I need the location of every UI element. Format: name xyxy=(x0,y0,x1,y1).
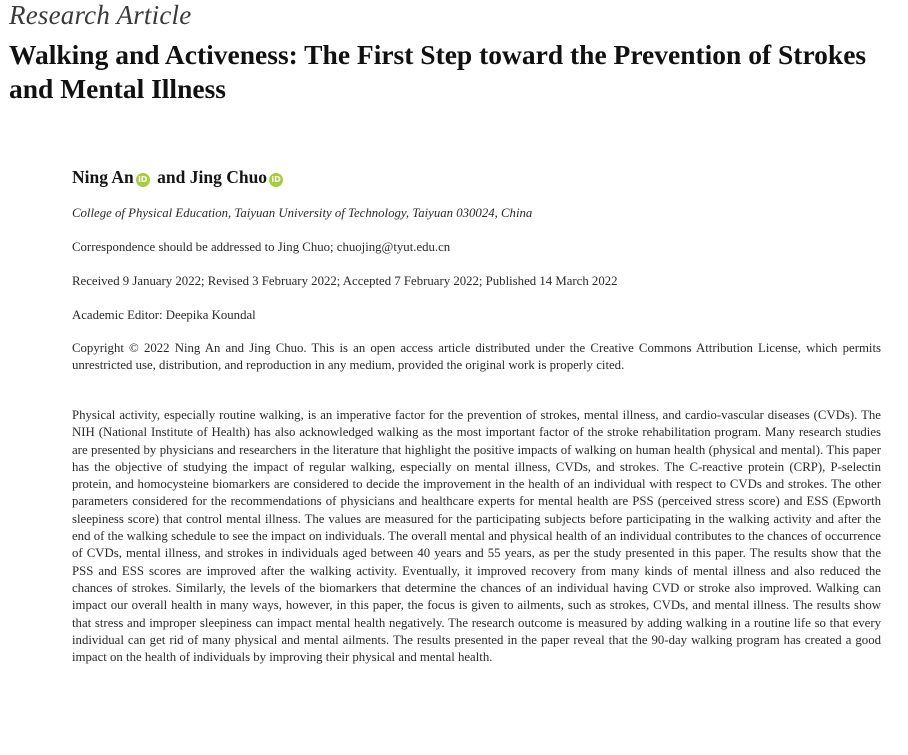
abstract-text: Physical activity, especially routine walking, is an imperative factor for the prevention of strokes, mental illness, and cardio-vascular diseases (CVDs). The NIH (National Institute of Health) has also acknowledged walking as the most important factor of the stroke rehabilitation program. Many research studies are presented by physicians and researchers in the literature that highlight the positive impacts of walking on human health (physical and mental). This paper has the objective of studying the impact of regular walking, especially on mental illness, CVDs, and strokes. The C-reactive protein (CRP), P-selectin protein, and homocysteine biomarkers are considered to decide the improvement in the health of an individual with respect to CVDs and strokes. The other parameters considered for the recommendations of physicians and healthcare experts for mental health are PSS (perceived stress score) and ESS (Epworth sleepiness score) that control mental illness. The values are measured for the participating subjects before participating in the walking activity and after the end of the walking schedule to see the impact on individuals. The overall mental and physical health of an individual contributes to the chances of occurrence of CVDs, mental illness, and strokes in individuals aged between 40 years and 55 years, as per the study presented in this paper. The results show that the PSS and ESS scores are improved after the walking activity. Eventually, it improved recovery from many kinds of mental illness and also reduced the chances of strokes. Similarly, the levels of the biomarkers that determine the chances of an individual having CVD or stroke also improved. Walking can impact our overall health in many ways, however, in this paper, the focus is given to ailments, such as strokes, CVDs, and mental illness. The results show that stress and improper sleepiness can impact mental health negatively. The research outcome is measured by adding walking in a routine life so that every individual can get rid of many physical and mental ailments. The results presented in the paper reveal that the 90-day walking program has created a good impact on the health of individuals by improving their physical and mental health. xyxy=(72,408,881,665)
orcid-icon[interactable]: iD xyxy=(136,173,150,187)
author-conjunction: and xyxy=(157,167,186,187)
publication-dates: Received 9 January 2022; Revised 3 February 2022; Accepted 7 February 2022; Published 14 March 2022 xyxy=(72,274,618,288)
article-title: Walking and Activeness: The First Step toward the Prevention of Strokes and Mental Illness xyxy=(9,39,867,104)
article-type-label: Research Article xyxy=(9,0,192,30)
author-name[interactable]: Jing Chuo xyxy=(189,167,268,187)
author-list xyxy=(72,166,286,188)
correspondence-line: Correspondence should be addressed to Jing Chuo; chuojing@tyut.edu.cn xyxy=(72,240,451,254)
orcid-icon[interactable]: iD xyxy=(269,173,283,187)
author-name[interactable]: Ning An xyxy=(72,167,134,187)
academic-editor: Academic Editor: Deepika Koundal xyxy=(72,308,256,322)
affiliation: College of Physical Education, Taiyuan University of Technology, Taiyuan 030024, China xyxy=(72,206,533,220)
copyright-notice: Copyright © 2022 Ning An and Jing Chuo. This is an open access article distributed under the Creative Commons Attribution License, which permits unrestricted use, distribution, and reproduction in any medium, provided the original work is properly cited. xyxy=(72,341,881,373)
